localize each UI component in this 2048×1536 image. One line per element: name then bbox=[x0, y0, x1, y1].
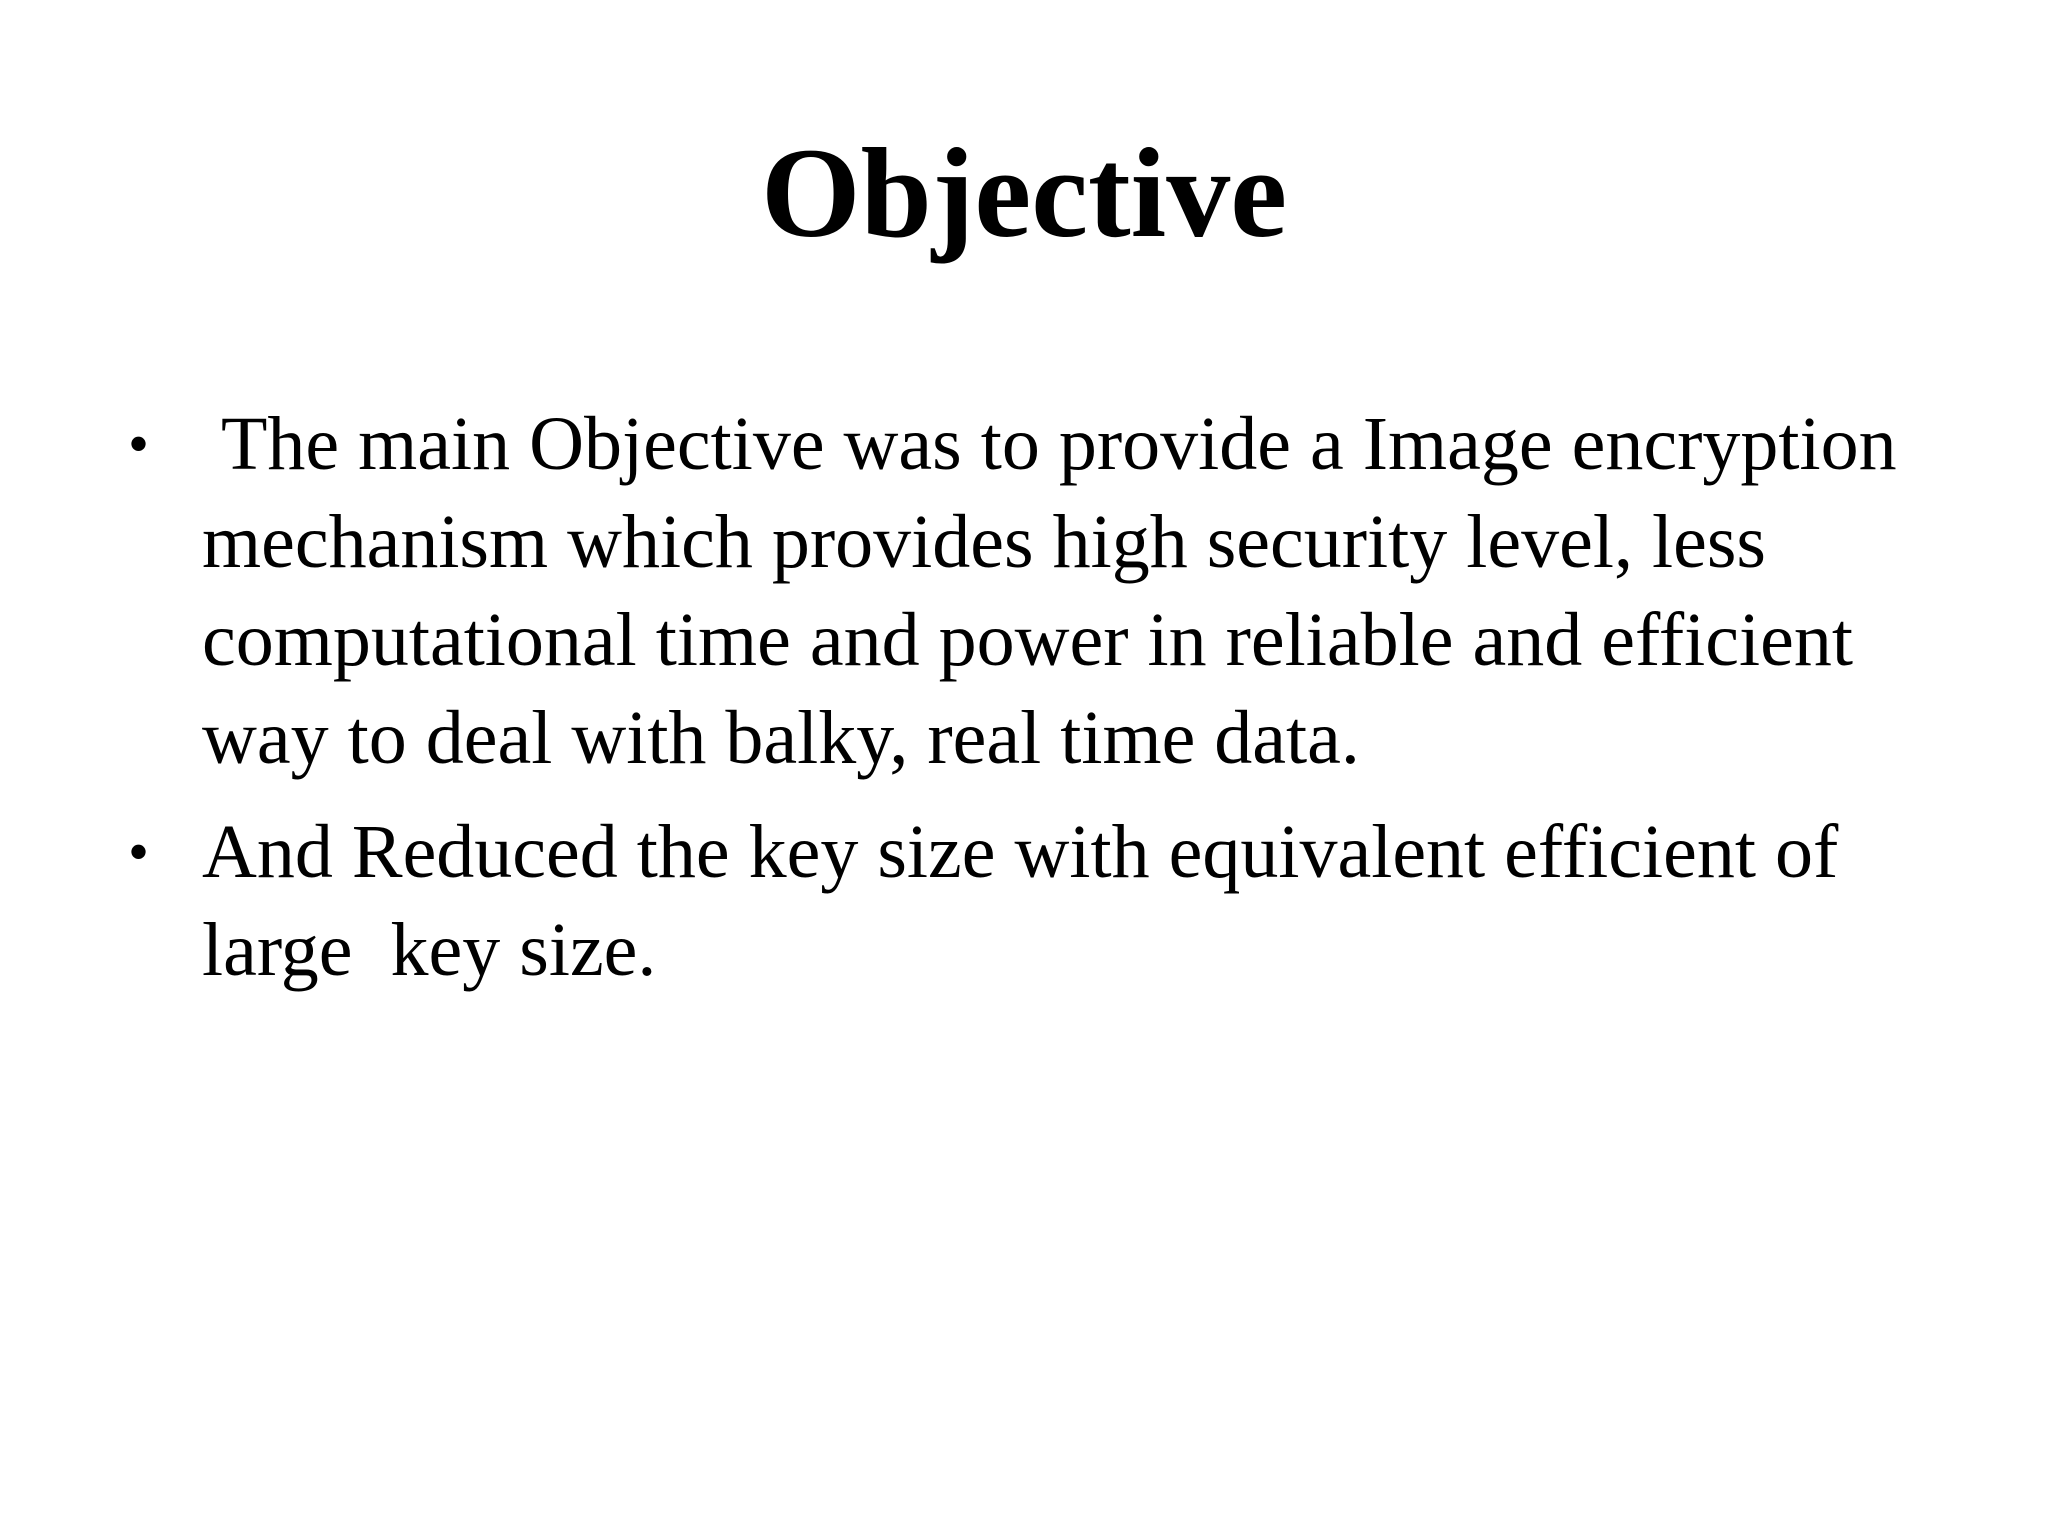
bullet-text: And Reduced the key size with equivalent efficient of large key size. bbox=[202, 810, 1858, 992]
slide-title: Objective bbox=[761, 122, 1287, 264]
bullet-list bbox=[128, 395, 1968, 1015]
bullet-item bbox=[128, 803, 1968, 999]
bullet-icon: • bbox=[128, 411, 150, 477]
bullet-item bbox=[128, 395, 1968, 787]
bullet-text: The main Objective was to provide a Image encryption mechanism which provides high security level, less computational time and power in reliable and efficient way to deal with balky, real time data. bbox=[202, 402, 1916, 780]
bullet-icon: • bbox=[128, 819, 150, 885]
